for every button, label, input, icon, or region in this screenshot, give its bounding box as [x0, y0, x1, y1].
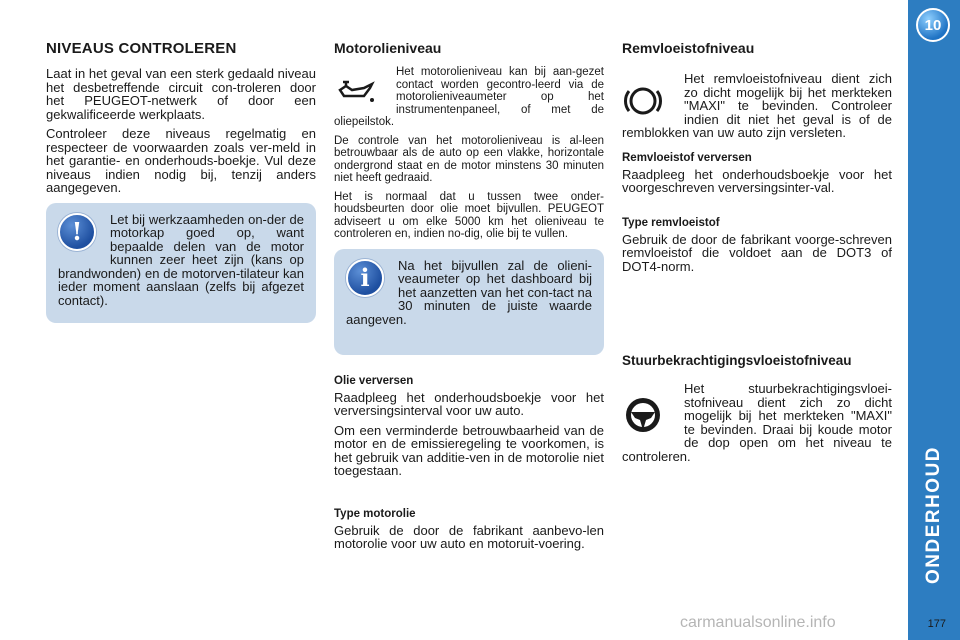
info-icon: i	[346, 259, 384, 297]
steering-intro-text: Het stuurbekrachtigingsvloei-stofniveau dient zich zo dicht mogelijk bij het merkteken "MAXI" te bevinden. Draai bij koude motor de dop open om het niveau te controleren.	[622, 382, 892, 464]
page-number: 177	[927, 618, 946, 630]
brake-change-title: Remvloeistof verversen	[622, 151, 752, 164]
chapter-number-badge: 10	[916, 8, 950, 42]
steering-wheel-icon	[622, 394, 664, 436]
steering-intro-block	[622, 382, 892, 469]
oil-type-title: Type motorolie	[334, 507, 416, 520]
oil-level-title: Motorolieniveau	[334, 40, 442, 56]
brake-fluid-title: Remvloeistofniveau	[622, 40, 755, 56]
info-box	[334, 249, 604, 355]
oil-intro-block	[334, 66, 604, 129]
oil-paragraph-2: Het is normaal dat u tussen twee onder-houdsbeurten door olie moet bijvullen. PEUGEOT adviseert u om elke 5000 km het olieniveau te controleren en, indien no-dig, olie bij te vullen.	[334, 190, 604, 240]
warning-text: Let bij werkzaamheden on-der de motorkap goed op, want bepaalde delen van de motor kunnen zeer heet zijn (kans op brandwonden) en de motorven-tilateur kan ieder moment aanslaan (zelfs bij afgezet contact).	[58, 211, 304, 308]
oil-intro-text: Het motorolieniveau kan bij aan-gezet contact worden gecontro-leerd via de motorolieniveaumeter op het instrumentenpaneel, of met de oliepeilstok.	[334, 66, 604, 128]
page-title: NIVEAUS CONTROLEREN	[46, 40, 237, 57]
brake-type-title: Type remvloeistof	[622, 216, 720, 229]
brake-intro-text: Het remvloeistofniveau dient zich zo dicht mogelijk bij het merkteken "MAXI" te bevinden. Controleer indien dit niet het geval is of de remblokken van uw auto zijn versleten.	[622, 72, 892, 140]
brake-change-paragraph: Raadpleeg het onderhoudsboekje voor het voorgeschreven verversingsinter-val.	[622, 166, 892, 195]
column-1	[46, 40, 316, 323]
intro-paragraph-2: Controleer deze niveaus regelmatig en respecteer de voorwaarden zoals ver-meld in het garantie- en onderhouds-boekje. Vul deze niveaus indien nodig bij, tenzij anders aangegeven.	[46, 126, 316, 195]
oil-can-icon	[334, 70, 376, 112]
warning-box	[46, 203, 316, 323]
watermark: carmanualsonline.info	[680, 614, 836, 631]
brake-type-paragraph: Gebruik de door de fabrikant voorge-schreven remvloeistof die voldoet aan de DOT3 of DOT4-norm.	[622, 231, 892, 274]
oil-paragraph-1: De controle van het motorolieniveau is al-leen betrouwbaar als de auto op een vlakke, horizontale ondergrond staat en de motor minstens 30 minuten niet heeft gedraaid.	[334, 134, 604, 184]
exclamation-icon: !	[58, 213, 96, 251]
column-2	[334, 40, 604, 557]
column-3	[622, 40, 892, 469]
intro-paragraph-1: Laat in het geval van een sterk gedaald niveau het desbetreffende circuit con-troleren door het PEUGEOT-netwerk of door een gekwalificeerde werkplaats.	[46, 66, 316, 122]
brake-intro-block	[622, 72, 892, 146]
oil-change-paragraph-1: Raadpleeg het onderhoudsboekje voor het verversingsinterval voor uw auto.	[334, 389, 604, 418]
oil-type-paragraph: Gebruik de door de fabrikant aanbevo-len motorolie voor uw auto en motoruit-voering.	[334, 522, 604, 551]
oil-change-paragraph-2: Om een verminderde betrouwbaarheid van de motor en de emissieregeling te voorkomen, is het gebruik van additie-ven in de motorolie niet toegestaan.	[334, 422, 604, 478]
chapter-label	[916, 440, 952, 590]
info-text: Na het bijvullen zal de olieni-veaumeter op het dashboard bij het aanzetten van het con-tact na 30 minuten de juiste waarde aangeven.	[346, 257, 592, 327]
oil-change-title: Olie verversen	[334, 374, 414, 387]
steering-fluid-title: Stuurbekrachtigingsvloeistofniveau	[622, 353, 852, 368]
brake-icon	[622, 80, 664, 122]
chapter-label-text: ONDERHOUD	[923, 445, 944, 585]
